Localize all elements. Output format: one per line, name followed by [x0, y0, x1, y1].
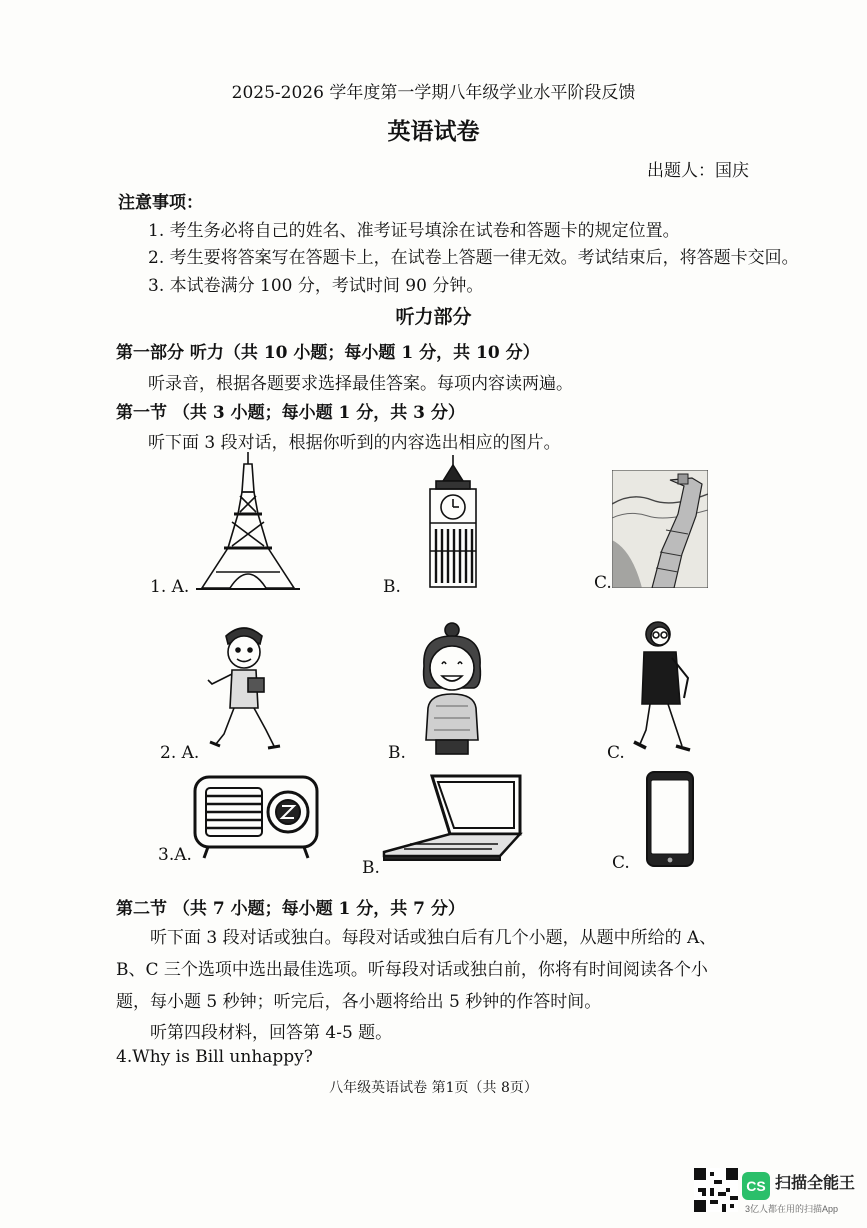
laptop-image	[380, 772, 526, 862]
section1-instruction: 听下面 3 段对话，根据你听到的内容选出相应的图片。	[148, 433, 561, 453]
qr-code-image	[694, 1168, 738, 1216]
notes-item-1: 1. 考生务必将自己的姓名、准考证号填涂在试卷和答题卡的规定位置。	[148, 221, 680, 241]
page-footer: 八年级英语试卷 第1页（共 8页）	[329, 1080, 538, 1096]
exam-author: 出题人：国庆	[647, 161, 749, 181]
q2-option-c-label: C.	[607, 743, 625, 763]
exam-title-line1: 2025-2026 学年度第一学期八年级学业水平阶段反馈	[231, 83, 636, 103]
girl-running-image	[632, 618, 694, 758]
section2-instruction-line2: B、C 三个选项中选出最佳选项。听每段对话或独白前，你将有时间阅读各个小	[116, 960, 708, 980]
q2-option-b-label: B.	[388, 743, 406, 763]
radio-image	[192, 774, 320, 860]
big-ben-image	[418, 455, 488, 589]
notes-item-3: 3. 本试卷满分 100 分，考试时间 90 分钟。	[148, 276, 484, 296]
material4-instruction: 听第四段材料，回答第 4-5 题。	[150, 1023, 393, 1043]
scanner-logo-icon: CS	[742, 1172, 770, 1200]
eiffel-tower-image	[196, 452, 300, 592]
exam-title: 英语试卷	[387, 118, 480, 145]
section2-heading: 第二节 （共 7 小题；每小题 1 分，共 7 分）	[116, 899, 465, 919]
q3-option-c-label: C.	[612, 853, 630, 873]
section1-heading: 第一节 （共 3 小题；每小题 1 分，共 3 分）	[116, 403, 465, 423]
listening-section-title: 听力部分	[395, 306, 472, 328]
q1-option-b-label: B.	[383, 577, 401, 597]
scanner-app-name: 扫描全能王	[775, 1175, 856, 1192]
boy-walking-image	[204, 622, 284, 754]
q3-option-a-label: 3.A.	[158, 845, 192, 865]
part1-heading: 第一部分 听力（共 10 小题；每小题 1 分，共 10 分）	[116, 343, 540, 363]
girl-smiling-image	[410, 622, 494, 758]
q1-option-c-label: C.	[594, 573, 612, 593]
question-4: 4.Why is Bill unhappy?	[116, 1047, 313, 1067]
q3-option-b-label: B.	[362, 858, 380, 878]
part1-instruction: 听录音，根据各题要求选择最佳答案。每项内容读两遍。	[148, 374, 573, 394]
notes-heading: 注意事项：	[118, 193, 203, 213]
section2-instruction-line3: 题，每小题 5 秒钟；听完后，各小题将给出 5 秒钟的作答时间。	[116, 992, 602, 1012]
q1-option-a-label: 1. A.	[150, 577, 190, 597]
notes-item-2: 2. 考生要将答案写在答题卡上，在试卷上答题一律无效。考试结束后，将答题卡交回。	[148, 248, 799, 268]
smartphone-image	[645, 770, 695, 868]
q2-option-a-label: 2. A.	[160, 743, 200, 763]
section2-instruction-line1: 听下面 3 段对话或独白。每段对话或独白后有几个小题，从题中所给的 A、	[150, 928, 717, 948]
great-wall-image	[612, 470, 708, 588]
scanner-app-tagline: 3亿人都在用的扫描App	[745, 1204, 839, 1214]
